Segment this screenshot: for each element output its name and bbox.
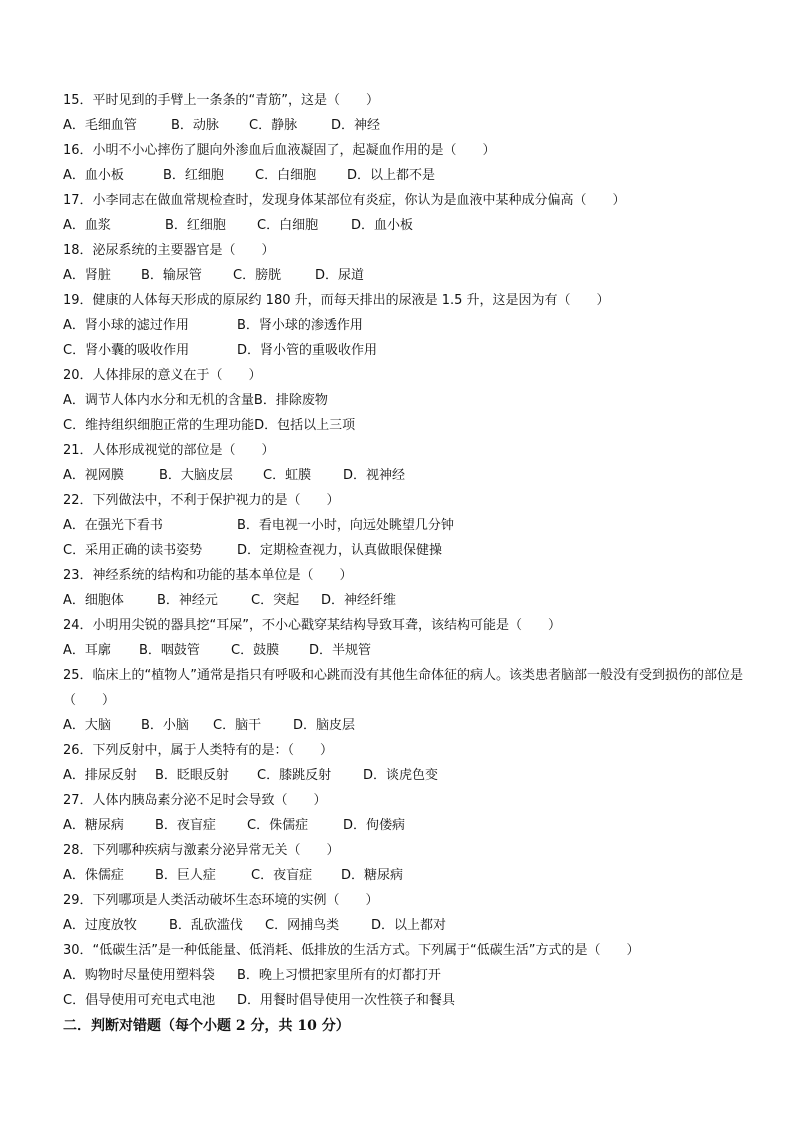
question-text: 18．泌尿系统的主要器官是（ ）: [63, 243, 275, 258]
option-b: B．大脑皮层: [159, 468, 233, 483]
option-a: A．视网膜: [63, 468, 124, 483]
question-text: 20．人体排尿的意义在于（ ）: [63, 368, 262, 383]
option-d: D．神经: [331, 118, 381, 133]
question-text: 24．小明用尖锐的器具挖“耳屎”，不小心戳穿某结构导致耳聋，该结构可能是（ ）: [63, 618, 562, 633]
question-text: 30．“低碳生活”是一种低能量、低消耗、低排放的生活方式。下列属于“低碳生活”方式的是（ ）: [63, 943, 640, 958]
option-a: A．肾小球的滤过作用: [63, 318, 189, 333]
question-list: [63, 88, 743, 1039]
option-row: [63, 813, 743, 838]
option-a: A．细胞体: [63, 593, 124, 608]
option-a: A．糖尿病: [63, 818, 124, 833]
option-b: B．动脉: [171, 118, 219, 133]
question-text: 25．临床上的“植物人”通常是指只有呼吸和心跳而没有其他生命体征的病人。该类患者脑部一般没有受到损伤的部位是（ ）: [63, 668, 744, 708]
option-row: [63, 913, 743, 938]
option-a: A．在强光下看书: [63, 518, 163, 533]
section-heading: 二．判断对错题（每个小题 2 分，共 10 分）: [63, 1018, 350, 1034]
option-d: D．神经纤维: [321, 593, 397, 608]
option-c: C．夜盲症: [251, 868, 313, 883]
option-row: [63, 313, 743, 338]
option-row: [63, 388, 743, 413]
option-d: D．糖尿病: [341, 868, 404, 883]
option-a: A．购物时尽量使用塑料袋: [63, 968, 215, 983]
question-text: 29．下列哪项是人类活动破坏生态环境的实例（ ）: [63, 893, 379, 908]
question-text: 21．人体形成视觉的部位是（ ）: [63, 443, 275, 458]
option-c: C．虹膜: [263, 468, 312, 483]
question-text: 28．下列哪种疾病与激素分泌异常无关（ ）: [63, 843, 340, 858]
question-text: 17．小李同志在做血常规检查时，发现身体某部位有炎症，你认为是血液中某种成分偏高（ ）: [63, 193, 626, 208]
option-a: A．调节人体内水分和无机的含量: [63, 393, 254, 408]
option-b: B．肾小球的渗透作用: [237, 318, 363, 333]
option-row: [63, 713, 743, 738]
option-row: [63, 163, 743, 188]
option-c: C．维持组织细胞正常的生理功能: [63, 418, 255, 433]
option-b: B．乱砍滥伐: [169, 918, 243, 933]
question-text: 23．神经系统的结构和功能的基本单位是（ ）: [63, 568, 353, 583]
option-a: A．侏儒症: [63, 868, 124, 883]
question-text: 16．小明不小心摔伤了腿向外渗血后血液凝固了，起凝血作用的是（ ）: [63, 143, 496, 158]
question-text: 15．平时见到的手臂上一条条的“青筋”，这是（ ）: [63, 93, 380, 108]
option-c: C．白细胞: [255, 168, 317, 183]
option-row: [63, 263, 743, 288]
question-text: 27．人体内胰岛素分泌不足时会导致（ ）: [63, 793, 327, 808]
option-c: C．倡导使用可充电式电池: [63, 993, 216, 1008]
option-row: [63, 513, 743, 538]
question-text: 26．下列反射中，属于人类特有的是：（ ）: [63, 743, 334, 758]
option-a: A．过度放牧: [63, 918, 137, 933]
option-d: D．定期检查视力，认真做眼保健操: [237, 543, 443, 558]
option-d: D．包括以上三项: [254, 418, 356, 433]
option-b: B．眨眼反射: [155, 768, 229, 783]
option-d: D．佝偻病: [343, 818, 406, 833]
option-row: [63, 763, 743, 788]
option-d: D．以上都不是: [347, 168, 436, 183]
option-row: [63, 638, 743, 663]
option-d: D．以上都对: [371, 918, 447, 933]
option-c: C．突起: [251, 593, 300, 608]
option-b: B．红细胞: [163, 168, 224, 183]
option-a: A．肾脏: [63, 268, 111, 283]
option-d: D．用餐时倡导使用一次性筷子和餐具: [237, 993, 456, 1008]
option-c: C．静脉: [249, 118, 298, 133]
option-b: B．神经元: [157, 593, 218, 608]
option-a: A．血浆: [63, 218, 111, 233]
option-row: [63, 213, 743, 238]
option-b: B．巨人症: [155, 868, 216, 883]
option-b: B．咽鼓管: [139, 643, 200, 658]
option-c: C．侏儒症: [247, 818, 309, 833]
option-a: A．耳廓: [63, 643, 111, 658]
question-text: 19．健康的人体每天形成的原尿约 180 升，而每天排出的尿液是 1.5 升，这是因为有（ ）: [63, 293, 610, 308]
option-row: [63, 963, 743, 988]
option-row: [63, 538, 743, 563]
option-c: C．白细胞: [257, 218, 319, 233]
option-d: D．肾小管的重吸收作用: [237, 343, 378, 358]
option-b: B．小脑: [141, 718, 189, 733]
option-row: [63, 113, 743, 138]
option-a: A．毛细血管: [63, 118, 137, 133]
option-b: B．夜盲症: [155, 818, 216, 833]
option-c: C．膀胱: [233, 268, 282, 283]
option-c: C．鼓膜: [231, 643, 280, 658]
option-b: B．红细胞: [165, 218, 226, 233]
option-d: D．尿道: [315, 268, 365, 283]
option-c: C．脑干: [213, 718, 262, 733]
option-a: A．血小板: [63, 168, 124, 183]
option-b: B．排除废物: [253, 393, 328, 408]
option-row: [63, 463, 743, 488]
question-text: 22．下列做法中，不利于保护视力的是（ ）: [63, 493, 340, 508]
option-row: [63, 588, 743, 613]
option-d: D．脑皮层: [293, 718, 356, 733]
option-c: C．网捕鸟类: [265, 918, 340, 933]
option-a: A．大脑: [63, 718, 111, 733]
option-c: C．膝跳反射: [257, 768, 332, 783]
option-b: B．输尿管: [141, 268, 202, 283]
option-row: [63, 338, 743, 363]
option-d: D．半规管: [309, 643, 372, 658]
option-a: A．排尿反射: [63, 768, 137, 783]
option-c: C．肾小囊的吸收作用: [63, 343, 190, 358]
option-b: B．看电视一小时，向远处眺望几分钟: [237, 518, 454, 533]
option-row: [63, 413, 743, 438]
option-c: C．采用正确的读书姿势: [63, 543, 203, 558]
option-row: [63, 863, 743, 888]
option-row: [63, 988, 743, 1013]
option-d: D．血小板: [351, 218, 414, 233]
option-d: D．视神经: [343, 468, 406, 483]
option-b: B．晚上习惯把家里所有的灯都打开: [237, 968, 441, 983]
option-d: D．谈虎色变: [363, 768, 439, 783]
